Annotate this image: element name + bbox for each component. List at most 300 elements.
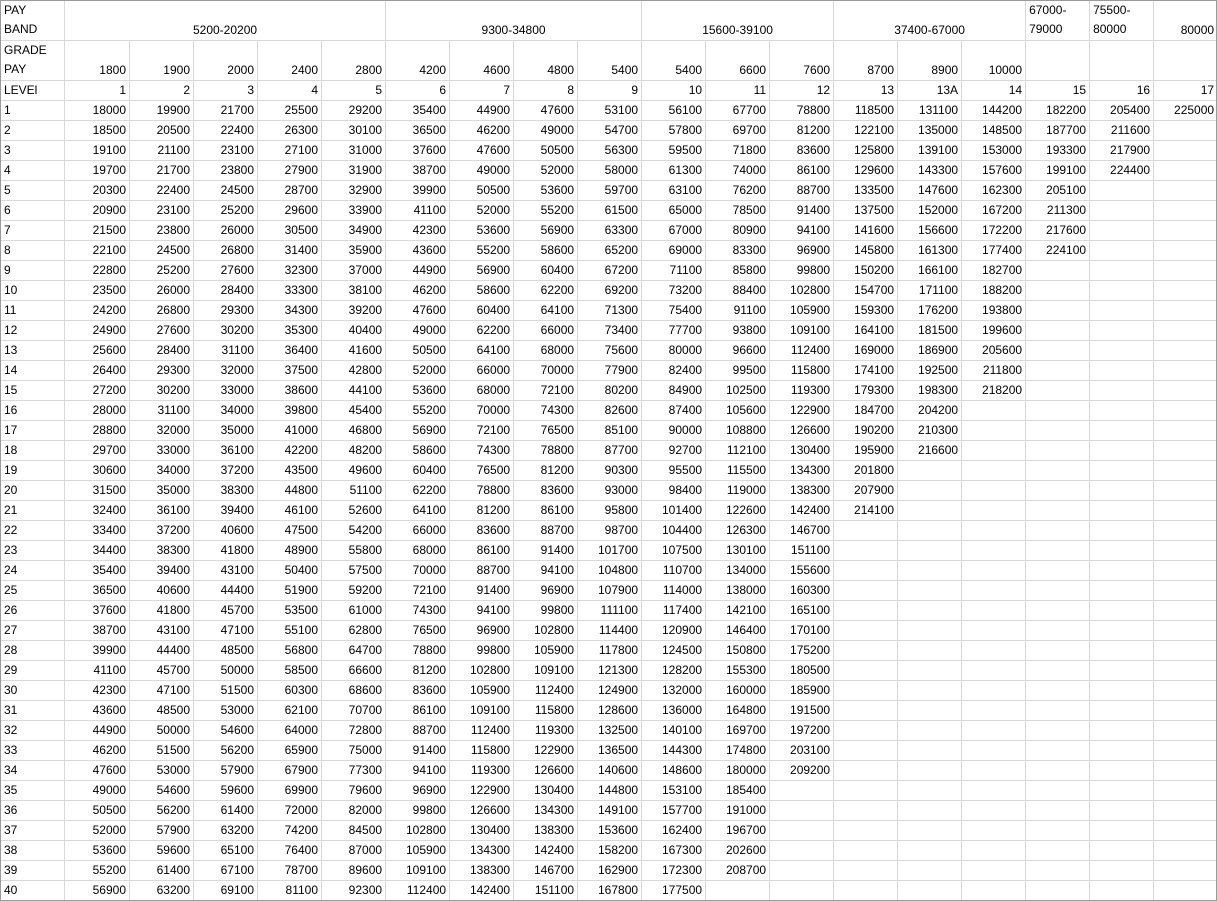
pay-cell: 92700 <box>642 441 706 461</box>
pay-cell: 34300 <box>258 301 322 321</box>
pay-cell <box>1090 201 1154 221</box>
pay-cell: 60400 <box>450 301 514 321</box>
pay-cell: 45700 <box>194 601 258 621</box>
pay-cell <box>1154 401 1217 421</box>
level-cell: 17 <box>1154 81 1217 101</box>
pay-cell: 44400 <box>130 641 194 661</box>
level-cell: 14 <box>962 81 1026 101</box>
pay-cell: 55100 <box>258 621 322 641</box>
level-cell: 13 <box>834 81 898 101</box>
pay-cell: 179300 <box>834 381 898 401</box>
pay-cell: 128600 <box>578 701 642 721</box>
pay-cell: 41800 <box>130 601 194 621</box>
pay-cell: 35000 <box>194 421 258 441</box>
pay-cell: 91100 <box>706 301 770 321</box>
pay-cell: 94100 <box>450 601 514 621</box>
pay-cell <box>1154 341 1217 361</box>
pay-cell <box>1026 721 1090 741</box>
pay-band-5: 67000-79000 <box>1026 1 1090 41</box>
table-row <box>1 841 1217 861</box>
pay-cell: 58000 <box>578 161 642 181</box>
pay-cell: 57500 <box>322 561 386 581</box>
pay-cell <box>1090 721 1154 741</box>
pay-cell: 117400 <box>642 601 706 621</box>
pay-cell <box>962 761 1026 781</box>
pay-cell <box>1154 481 1217 501</box>
pay-cell: 102800 <box>514 621 578 641</box>
pay-cell: 29700 <box>65 441 130 461</box>
pay-cell: 37200 <box>194 461 258 481</box>
pay-cell: 39200 <box>322 301 386 321</box>
pay-cell: 166100 <box>898 261 962 281</box>
pay-cell: 51500 <box>194 681 258 701</box>
pay-cell <box>1090 401 1154 421</box>
pay-cell: 104800 <box>578 561 642 581</box>
pay-cell: 35400 <box>65 561 130 581</box>
pay-cell <box>1026 881 1090 901</box>
pay-cell: 93000 <box>578 481 642 501</box>
pay-cell: 115500 <box>706 461 770 481</box>
pay-cell: 54600 <box>130 781 194 801</box>
pay-cell: 67900 <box>258 761 322 781</box>
pay-cell: 167200 <box>962 201 1026 221</box>
pay-cell: 24200 <box>65 301 130 321</box>
table-row <box>1 521 1217 541</box>
pay-cell: 49000 <box>386 321 450 341</box>
pay-cell: 66000 <box>450 361 514 381</box>
pay-cell <box>1154 781 1217 801</box>
pay-cell <box>1090 821 1154 841</box>
level-cell: 13A <box>898 81 962 101</box>
pay-cell: 61000 <box>322 601 386 621</box>
pay-cell: 55800 <box>322 541 386 561</box>
pay-cell: 42200 <box>258 441 322 461</box>
table-row <box>1 101 1217 121</box>
pay-cell: 153600 <box>578 821 642 841</box>
pay-cell: 87400 <box>642 401 706 421</box>
pay-cell: 144200 <box>962 101 1026 121</box>
pay-cell: 78500 <box>706 201 770 221</box>
pay-cell: 205600 <box>962 341 1026 361</box>
pay-cell: 150800 <box>706 641 770 661</box>
pay-cell <box>834 821 898 841</box>
pay-cell: 88700 <box>770 181 834 201</box>
pay-cell: 55200 <box>386 401 450 421</box>
pay-cell <box>1026 461 1090 481</box>
pay-cell <box>898 761 962 781</box>
pay-cell <box>1026 801 1090 821</box>
pay-cell: 56800 <box>258 641 322 661</box>
pay-cell: 37200 <box>130 521 194 541</box>
pay-cell: 74300 <box>514 401 578 421</box>
pay-cell <box>962 561 1026 581</box>
pay-cell <box>1154 301 1217 321</box>
pay-cell: 47500 <box>258 521 322 541</box>
pay-cell: 27600 <box>194 261 258 281</box>
pay-cell: 167300 <box>642 841 706 861</box>
pay-cell <box>962 441 1026 461</box>
pay-cell <box>1154 701 1217 721</box>
table-row <box>1 161 1217 181</box>
pay-cell: 92300 <box>322 881 386 901</box>
pay-cell <box>962 581 1026 601</box>
pay-cell: 74300 <box>450 441 514 461</box>
pay-cell: 28000 <box>65 401 130 421</box>
pay-cell: 22100 <box>65 241 130 261</box>
pay-cell: 225000 <box>1154 101 1217 121</box>
pay-cell: 67100 <box>194 861 258 881</box>
pay-cell: 190200 <box>834 421 898 441</box>
pay-cell: 108800 <box>706 421 770 441</box>
pay-cell: 57900 <box>194 761 258 781</box>
pay-cell: 154700 <box>834 281 898 301</box>
pay-cell: 68000 <box>450 381 514 401</box>
pay-cell: 75400 <box>642 301 706 321</box>
table-row <box>1 401 1217 421</box>
pay-cell: 47600 <box>386 301 450 321</box>
table-row <box>1 581 1217 601</box>
pay-cell: 87000 <box>322 841 386 861</box>
pay-cell: 31400 <box>258 241 322 261</box>
pay-cell: 22800 <box>65 261 130 281</box>
pay-cell: 53600 <box>514 181 578 201</box>
pay-cell: 44900 <box>65 721 130 741</box>
pay-cell: 65900 <box>258 741 322 761</box>
pay-cell: 70700 <box>322 701 386 721</box>
pay-cell: 214100 <box>834 501 898 521</box>
pay-cell: 45400 <box>322 401 386 421</box>
pay-cell: 50400 <box>258 561 322 581</box>
row-index-cell: 36 <box>1 801 65 821</box>
pay-cell: 164100 <box>834 321 898 341</box>
pay-cell <box>1154 221 1217 241</box>
pay-cell: 80200 <box>578 381 642 401</box>
pay-cell: 80000 <box>642 341 706 361</box>
pay-cell: 81100 <box>258 881 322 901</box>
pay-cell: 73400 <box>578 321 642 341</box>
pay-cell <box>1026 841 1090 861</box>
pay-cell <box>770 821 834 841</box>
pay-cell: 26300 <box>258 121 322 141</box>
pay-cell <box>1026 441 1090 461</box>
pay-cell: 181500 <box>898 321 962 341</box>
pay-cell: 102800 <box>450 661 514 681</box>
row-index-cell: 13 <box>1 341 65 361</box>
pay-cell <box>962 401 1026 421</box>
pay-cell: 78800 <box>770 101 834 121</box>
pay-cell: 41800 <box>194 541 258 561</box>
pay-cell: 51900 <box>258 581 322 601</box>
pay-cell: 88700 <box>450 561 514 581</box>
pay-cell: 96600 <box>706 341 770 361</box>
pay-cell: 72100 <box>450 421 514 441</box>
pay-cell <box>1026 661 1090 681</box>
row-index-cell: 14 <box>1 361 65 381</box>
pay-cell: 152000 <box>898 201 962 221</box>
level-cell: 1 <box>65 81 130 101</box>
pay-cell: 33400 <box>65 521 130 541</box>
pay-cell: 153000 <box>962 141 1026 161</box>
pay-cell: 59700 <box>578 181 642 201</box>
pay-cell: 32000 <box>130 421 194 441</box>
pay-cell <box>898 701 962 721</box>
pay-cell: 142400 <box>514 841 578 861</box>
pay-cell: 37000 <box>322 261 386 281</box>
pay-cell <box>898 601 962 621</box>
pay-cell <box>834 721 898 741</box>
pay-cell <box>1154 321 1217 341</box>
pay-cell <box>834 841 898 861</box>
pay-cell: 146700 <box>770 521 834 541</box>
pay-cell: 40400 <box>322 321 386 341</box>
pay-cell: 48500 <box>130 701 194 721</box>
pay-cell: 119300 <box>514 721 578 741</box>
pay-cell: 53600 <box>450 221 514 241</box>
table-row <box>1 381 1217 401</box>
pay-cell: 138300 <box>450 861 514 881</box>
pay-cell: 169700 <box>706 721 770 741</box>
pay-cell: 46800 <box>322 421 386 441</box>
table-row <box>1 421 1217 441</box>
level-cell: 6 <box>386 81 450 101</box>
table-row <box>1 541 1217 561</box>
pay-cell: 59200 <box>322 581 386 601</box>
pay-cell: 61400 <box>130 861 194 881</box>
pay-cell: 96900 <box>514 581 578 601</box>
level-cell: 16 <box>1090 81 1154 101</box>
pay-cell: 188200 <box>962 281 1026 301</box>
pay-cell: 91400 <box>770 201 834 221</box>
pay-cell: 164800 <box>706 701 770 721</box>
pay-cell: 50500 <box>514 141 578 161</box>
pay-cell <box>770 861 834 881</box>
pay-band-row <box>1 1 1217 41</box>
pay-cell: 24500 <box>194 181 258 201</box>
pay-cell: 69000 <box>642 241 706 261</box>
pay-cell: 37500 <box>258 361 322 381</box>
pay-cell <box>1090 501 1154 521</box>
grade-pay-cell: 8900 <box>898 41 962 81</box>
pay-cell <box>1154 421 1217 441</box>
pay-cell: 41000 <box>258 421 322 441</box>
pay-cell: 56300 <box>578 141 642 161</box>
pay-cell: 22400 <box>194 121 258 141</box>
pay-cell: 49600 <box>322 461 386 481</box>
pay-cell: 157700 <box>642 801 706 821</box>
pay-cell: 78800 <box>514 441 578 461</box>
pay-cell: 162300 <box>962 181 1026 201</box>
grade-pay-cell: 5400 <box>578 41 642 81</box>
pay-cell: 76500 <box>514 421 578 441</box>
pay-cell <box>1154 661 1217 681</box>
pay-band-7: 80000 <box>1154 1 1217 41</box>
pay-cell: 162900 <box>578 861 642 881</box>
pay-cell <box>834 521 898 541</box>
pay-cell <box>1026 301 1090 321</box>
pay-cell <box>962 681 1026 701</box>
pay-cell: 43100 <box>130 621 194 641</box>
pay-cell: 54700 <box>578 121 642 141</box>
pay-cell: 72000 <box>258 801 322 821</box>
pay-cell: 32300 <box>258 261 322 281</box>
pay-cell <box>1026 621 1090 641</box>
pay-cell: 204200 <box>898 401 962 421</box>
pay-cell: 88700 <box>386 721 450 741</box>
pay-cell: 57800 <box>642 121 706 141</box>
pay-cell: 148600 <box>642 761 706 781</box>
pay-cell: 217600 <box>1026 221 1090 241</box>
pay-cell <box>898 521 962 541</box>
table-row <box>1 701 1217 721</box>
pay-cell: 58600 <box>514 241 578 261</box>
pay-cell: 112400 <box>450 721 514 741</box>
pay-cell: 146700 <box>514 861 578 881</box>
pay-cell <box>1026 581 1090 601</box>
row-index-cell: 16 <box>1 401 65 421</box>
pay-cell <box>1090 381 1154 401</box>
table-row <box>1 641 1217 661</box>
pay-cell <box>1154 621 1217 641</box>
pay-cell: 211300 <box>1026 201 1090 221</box>
pay-cell: 31900 <box>322 161 386 181</box>
pay-cell: 165100 <box>770 601 834 621</box>
row-index-cell: 32 <box>1 721 65 741</box>
grade-pay-label: GRADE PAY <box>1 41 65 81</box>
grade-pay-cell <box>1154 41 1217 81</box>
pay-cell: 150200 <box>834 261 898 281</box>
pay-cell: 32900 <box>322 181 386 201</box>
pay-cell: 38300 <box>194 481 258 501</box>
pay-cell <box>834 781 898 801</box>
pay-cell: 21500 <box>65 221 130 241</box>
pay-cell <box>962 501 1026 521</box>
pay-cell: 199100 <box>1026 161 1090 181</box>
pay-cell: 191500 <box>770 701 834 721</box>
pay-cell: 51100 <box>322 481 386 501</box>
pay-cell: 81200 <box>450 501 514 521</box>
grade-pay-cell: 2000 <box>194 41 258 81</box>
pay-cell: 140600 <box>578 761 642 781</box>
pay-cell: 31100 <box>130 401 194 421</box>
level-cell: 8 <box>514 81 578 101</box>
pay-cell: 77700 <box>642 321 706 341</box>
row-index-cell: 5 <box>1 181 65 201</box>
pay-cell <box>1026 521 1090 541</box>
pay-cell: 94100 <box>386 761 450 781</box>
pay-cell: 46100 <box>258 501 322 521</box>
pay-cell: 224400 <box>1090 161 1154 181</box>
pay-cell: 25200 <box>130 261 194 281</box>
pay-cell <box>1154 201 1217 221</box>
pay-band-label: PAY BAND <box>1 1 65 41</box>
pay-cell: 62200 <box>450 321 514 341</box>
pay-cell: 118500 <box>834 101 898 121</box>
pay-cell <box>1090 701 1154 721</box>
pay-cell <box>1154 581 1217 601</box>
pay-cell: 99800 <box>514 601 578 621</box>
pay-cell: 18500 <box>65 121 130 141</box>
pay-cell: 23800 <box>194 161 258 181</box>
pay-cell: 19700 <box>65 161 130 181</box>
pay-cell <box>834 861 898 881</box>
grade-pay-cell: 10000 <box>962 41 1026 81</box>
pay-cell: 66000 <box>386 521 450 541</box>
level-cell: 10 <box>642 81 706 101</box>
pay-cell <box>962 701 1026 721</box>
grade-pay-cell <box>1026 41 1090 81</box>
pay-cell <box>1154 741 1217 761</box>
row-index-cell: 30 <box>1 681 65 701</box>
pay-cell <box>1026 361 1090 381</box>
pay-cell: 155300 <box>706 661 770 681</box>
pay-cell: 124900 <box>578 681 642 701</box>
pay-cell: 71100 <box>642 261 706 281</box>
pay-cell: 102500 <box>706 381 770 401</box>
pay-cell: 120900 <box>642 621 706 641</box>
pay-cell: 151100 <box>770 541 834 561</box>
pay-cell: 132500 <box>578 721 642 741</box>
pay-cell <box>962 541 1026 561</box>
pay-cell: 40600 <box>130 581 194 601</box>
pay-cell <box>962 881 1026 901</box>
pay-cell: 109100 <box>386 861 450 881</box>
pay-cell: 18000 <box>65 101 130 121</box>
grade-pay-cell: 1900 <box>130 41 194 81</box>
pay-cell: 41100 <box>386 201 450 221</box>
pay-cell: 52000 <box>386 361 450 381</box>
pay-cell: 91400 <box>450 581 514 601</box>
pay-cell: 34000 <box>130 461 194 481</box>
pay-cell: 172300 <box>642 861 706 881</box>
pay-cell: 182200 <box>1026 101 1090 121</box>
pay-cell: 63200 <box>194 821 258 841</box>
pay-cell: 29200 <box>322 101 386 121</box>
pay-cell: 76500 <box>386 621 450 641</box>
pay-cell: 89600 <box>322 861 386 881</box>
pay-cell <box>962 521 1026 541</box>
pay-cell: 74000 <box>706 161 770 181</box>
pay-cell: 57900 <box>130 821 194 841</box>
pay-cell: 46200 <box>65 741 130 761</box>
pay-cell: 199600 <box>962 321 1026 341</box>
pay-cell: 28700 <box>258 181 322 201</box>
pay-cell: 101700 <box>578 541 642 561</box>
pay-cell: 62200 <box>514 281 578 301</box>
pay-cell: 160300 <box>770 581 834 601</box>
grade-pay-cell: 5400 <box>642 41 706 81</box>
pay-cell: 69900 <box>258 781 322 801</box>
row-index-cell: 25 <box>1 581 65 601</box>
pay-cell: 107900 <box>578 581 642 601</box>
pay-cell: 72800 <box>322 721 386 741</box>
pay-cell: 68000 <box>514 341 578 361</box>
pay-cell: 39900 <box>65 641 130 661</box>
pay-cell: 27600 <box>130 321 194 341</box>
pay-cell: 169000 <box>834 341 898 361</box>
grade-pay-cell: 4200 <box>386 41 450 81</box>
row-index-cell: 2 <box>1 121 65 141</box>
pay-cell <box>1154 521 1217 541</box>
row-index-cell: 7 <box>1 221 65 241</box>
pay-cell: 205400 <box>1090 101 1154 121</box>
pay-cell <box>1154 281 1217 301</box>
pay-cell: 105600 <box>706 401 770 421</box>
pay-cell: 38700 <box>386 161 450 181</box>
pay-cell: 146400 <box>706 621 770 641</box>
pay-cell <box>834 661 898 681</box>
pay-cell: 195900 <box>834 441 898 461</box>
pay-cell: 47600 <box>65 761 130 781</box>
